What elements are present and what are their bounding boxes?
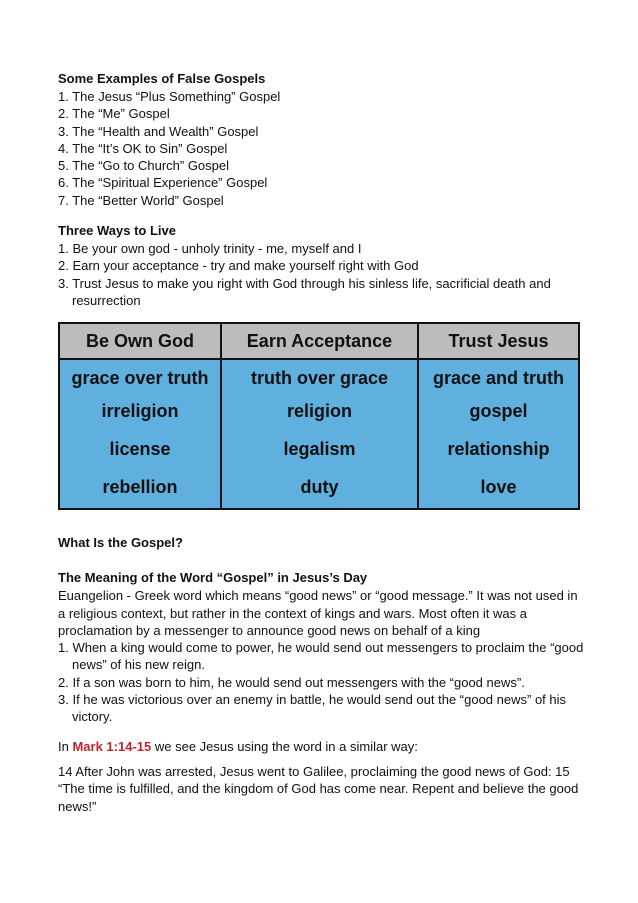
list-item: 1. The Jesus “Plus Something” Gospel (58, 89, 281, 104)
false-gospels-list (58, 88, 586, 209)
list-item: 7. The “Better World” Gospel (58, 192, 224, 208)
table-cell: license (109, 439, 171, 460)
list-item: 1. When a king would come to power, he would send out messengers to proclaim the “good news” of his new reign. (58, 640, 584, 673)
table-cell: rebellion (102, 477, 178, 498)
what-is-section (58, 534, 586, 552)
meaning-section (58, 569, 586, 725)
document-page (58, 70, 586, 815)
scripture-quote: 14 After John was arrested, Jesus went to Galilee, proclaiming the good news of God: 15 “The time is fulfilled, and the kingdom of God has come near. Repent and believe the good news!” (58, 763, 579, 814)
list-item: 4. The “It’s OK to Sin” Gospel (58, 140, 228, 156)
table-cell: truth over grace (250, 368, 389, 389)
table-cell: gospel (469, 401, 528, 422)
table-cell: irreligion (101, 401, 179, 422)
table-cell: love (480, 477, 517, 498)
table-cell: grace over truth (71, 368, 209, 389)
meaning-heading: The Meaning of the Word “Gospel” in Jesus’s Day (58, 570, 368, 586)
table-header-be-own-god: Be Own God (59, 323, 221, 359)
mark-suffix: we see Jesus using the word in a similar way: (154, 738, 418, 754)
table-cell: relationship (447, 439, 550, 460)
false-gospels-heading: Some Examples of False Gospels (58, 71, 266, 86)
mark-prefix: In (58, 738, 69, 754)
table-column-be-own-god (59, 359, 221, 509)
table-cell: religion (286, 401, 352, 422)
what-is-heading: What Is the Gospel? (58, 535, 183, 551)
mark-intro (58, 738, 586, 755)
scripture-reference-link[interactable]: Mark 1:14-15 (72, 738, 152, 754)
three-ways-list (58, 240, 586, 309)
list-item: 2. Earn your acceptance - try and make yourself right with God (58, 258, 419, 274)
table-column-earn-acceptance (221, 359, 418, 509)
table-cell: duty (300, 477, 339, 498)
list-item: 3. Trust Jesus to make you right with God through his sinless life, sacrificial death and resurrection (58, 275, 551, 308)
three-ways-table (58, 322, 580, 510)
list-item: 1. Be your own god - unholy trinity - me, myself and I (58, 241, 362, 257)
list-item: 3. The “Health and Wealth” Gospel (58, 123, 259, 139)
list-item: 2. If a son was born to him, he would send out messengers with the “good news”. (58, 674, 525, 690)
table-header-earn-acceptance: Earn Acceptance (221, 323, 418, 359)
table-column-trust-jesus (418, 359, 579, 509)
table-header-trust-jesus: Trust Jesus (418, 323, 579, 359)
list-item: 6. The “Spiritual Experience” Gospel (58, 175, 268, 191)
list-item: 5. The “Go to Church” Gospel (58, 158, 230, 174)
table-cell: legalism (283, 439, 356, 460)
meaning-intro: Euangelion - Greek word which means “good news” or “good message.” It was not used in a religious context, but rather in the context of kings and wars. Most often it was a proclamation by a messenger to announce good news on behalf of a king (58, 588, 578, 638)
three-ways-section (58, 222, 586, 309)
false-gospels-section (58, 70, 586, 209)
three-ways-heading: Three Ways to Live (58, 223, 176, 239)
table-cell: grace and truth (432, 368, 565, 389)
list-item: 2. The “Me” Gospel (58, 106, 170, 122)
meaning-list (58, 639, 586, 725)
list-item: 3. If he was victorious over an enemy in battle, he would send out the “good news” of his victory. (58, 692, 567, 725)
